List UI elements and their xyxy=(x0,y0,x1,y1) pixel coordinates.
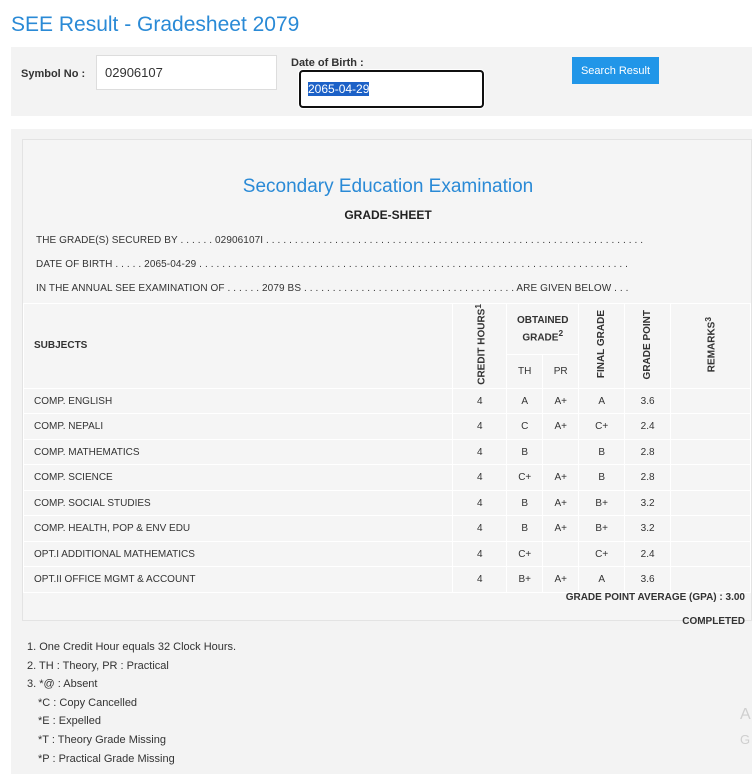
remarks-cell xyxy=(671,541,751,567)
practical-grade-cell: A+ xyxy=(543,490,579,516)
theory-grade-cell: B xyxy=(507,439,543,465)
remarks-cell xyxy=(671,516,751,542)
subject-cell: COMP. HEALTH, POP & ENV EDU xyxy=(24,516,453,542)
remarks-cell xyxy=(671,414,751,440)
final-grade-cell: B+ xyxy=(579,516,625,542)
sheet-subtitle: GRADE-SHEET xyxy=(344,208,432,222)
exam-line: IN THE ANNUAL SEE EXAMINATION OF . . . . . . 2079 BS . . . . . . . . . . . . . . . . . . . . . . . . . . . . . . . . . . . . . ARE GIVEN BELOW . . . xyxy=(36,283,629,294)
grade-point-header: GRADE POINT xyxy=(625,304,671,389)
final-grade-cell: C+ xyxy=(579,414,625,440)
grade-point-cell: 3.6 xyxy=(625,567,671,593)
date-of-birth-input[interactable] xyxy=(299,70,484,108)
grades-secured-line: THE GRADE(S) SECURED BY . . . . . . 02906107I . . . . . . . . . . . . . . . . . . . . . . . . . . . . . . . . . . . . . . . . . . . . . . . . . . . . . . . . . . . . . . . . . . xyxy=(36,235,644,246)
practical-header: PR xyxy=(543,355,579,388)
note-item: *P : Practical Grade Missing xyxy=(38,752,175,765)
overlay-edge-text: G xyxy=(740,732,751,747)
final-grade-cell: B xyxy=(579,465,625,491)
theory-grade-cell: B xyxy=(507,490,543,516)
remarks-header: REMARKS$^3$ xyxy=(671,304,751,389)
credit-cell: 4 xyxy=(453,465,507,491)
grade-point-cell: 2.4 xyxy=(625,541,671,567)
table-row xyxy=(24,414,751,440)
grade-point-cell: 2.8 xyxy=(625,465,671,491)
theory-grade-cell: A xyxy=(507,388,543,414)
page-title: SEE Result - Gradesheet 2079 xyxy=(11,13,300,36)
gpa-line: GRADE POINT AVERAGE (GPA) : 3.00 xyxy=(565,592,745,603)
credit-cell: 4 xyxy=(453,388,507,414)
practical-grade-cell: A+ xyxy=(543,516,579,542)
note-item: 1. One Credit Hour equals 32 Clock Hours. xyxy=(27,641,237,653)
practical-grade-cell xyxy=(543,439,579,465)
note-item: *C : Copy Cancelled xyxy=(38,696,138,709)
practical-grade-cell: A+ xyxy=(543,414,579,440)
final-grade-cell: A xyxy=(579,388,625,414)
grade-point-cell: 3.6 xyxy=(625,388,671,414)
credit-cell: 4 xyxy=(453,414,507,440)
credit-hours-header: CREDIT HOURS$^1$ xyxy=(453,304,507,389)
symbol-no-input[interactable] xyxy=(96,55,277,90)
date-of-birth-label: Date of Birth : xyxy=(291,57,364,69)
theory-grade-cell: C+ xyxy=(507,465,543,491)
subject-cell: COMP. MATHEMATICS xyxy=(24,439,453,465)
remarks-cell xyxy=(671,465,751,491)
grade-point-cell: 2.8 xyxy=(625,439,671,465)
subject-cell: COMP. ENGLISH xyxy=(24,388,453,414)
final-grade-header: FINAL GRADE xyxy=(579,304,625,389)
credit-cell: 4 xyxy=(453,439,507,465)
subject-cell: COMP. NEPALI xyxy=(24,414,453,440)
practical-grade-cell: A+ xyxy=(543,388,579,414)
search-form xyxy=(11,47,752,116)
final-grade-cell: B+ xyxy=(579,490,625,516)
overlay-edge-text: A xyxy=(740,706,751,723)
note-item: 3. *@ : Absent xyxy=(27,678,98,691)
result-panel xyxy=(11,129,752,774)
table-row xyxy=(24,388,751,414)
theory-grade-cell: C+ xyxy=(507,541,543,567)
note-item: *T : Theory Grade Missing xyxy=(38,733,166,746)
table-row xyxy=(24,465,751,491)
remarks-cell xyxy=(671,490,751,516)
table-row xyxy=(24,567,751,593)
result-status: COMPLETED xyxy=(682,616,745,627)
final-grade-cell: A xyxy=(579,567,625,593)
credit-cell: 4 xyxy=(453,490,507,516)
remarks-cell xyxy=(671,567,751,593)
grade-point-cell: 2.4 xyxy=(625,414,671,440)
remarks-cell xyxy=(671,439,751,465)
grade-point-cell: 3.2 xyxy=(625,490,671,516)
grade-point-cell: 3.2 xyxy=(625,516,671,542)
theory-grade-cell: B xyxy=(507,516,543,542)
practical-grade-cell: A+ xyxy=(543,567,579,593)
table-row xyxy=(24,439,751,465)
grade-table xyxy=(23,303,751,593)
credit-cell: 4 xyxy=(453,541,507,567)
date-of-birth-line: DATE OF BIRTH . . . . . 2065-04-29 . . . . . . . . . . . . . . . . . . . . . . . . . . . . . . . . . . . . . . . . . . . . . . . . . . . . . . . . . . . . . . . . . . . . . . . . . . . xyxy=(36,259,629,270)
practical-grade-cell: A+ xyxy=(543,465,579,491)
practical-grade-cell xyxy=(543,541,579,567)
grade-sheet xyxy=(22,139,752,627)
subject-cell: COMP. SCIENCE xyxy=(24,465,453,491)
obtained-grade-header: OBTAINED GRADE$^2$ xyxy=(507,304,579,355)
credit-cell: 4 xyxy=(453,567,507,593)
table-row xyxy=(24,490,751,516)
note-item: *E : Expelled xyxy=(38,715,101,728)
notes-list xyxy=(27,641,236,771)
theory-header: TH xyxy=(507,355,543,388)
subject-cell: OPT.II OFFICE MGMT & ACCOUNT xyxy=(24,567,453,593)
table-row xyxy=(24,541,751,567)
search-result-button[interactable]: Search Result xyxy=(572,57,659,84)
final-grade-cell: B xyxy=(579,439,625,465)
theory-grade-cell: B+ xyxy=(507,567,543,593)
subject-cell: OPT.I ADDITIONAL MATHEMATICS xyxy=(24,541,453,567)
remarks-cell xyxy=(671,388,751,414)
theory-grade-cell: C xyxy=(507,414,543,440)
subjects-header: SUBJECTS xyxy=(24,304,453,389)
symbol-no-label: Symbol No : xyxy=(21,68,86,80)
final-grade-cell: C+ xyxy=(579,541,625,567)
exam-title: Secondary Education Examination xyxy=(242,176,534,197)
credit-cell: 4 xyxy=(453,516,507,542)
note-item: 2. TH : Theory, PR : Practical xyxy=(27,659,169,672)
subject-cell: COMP. SOCIAL STUDIES xyxy=(24,490,453,516)
table-row xyxy=(24,516,751,542)
